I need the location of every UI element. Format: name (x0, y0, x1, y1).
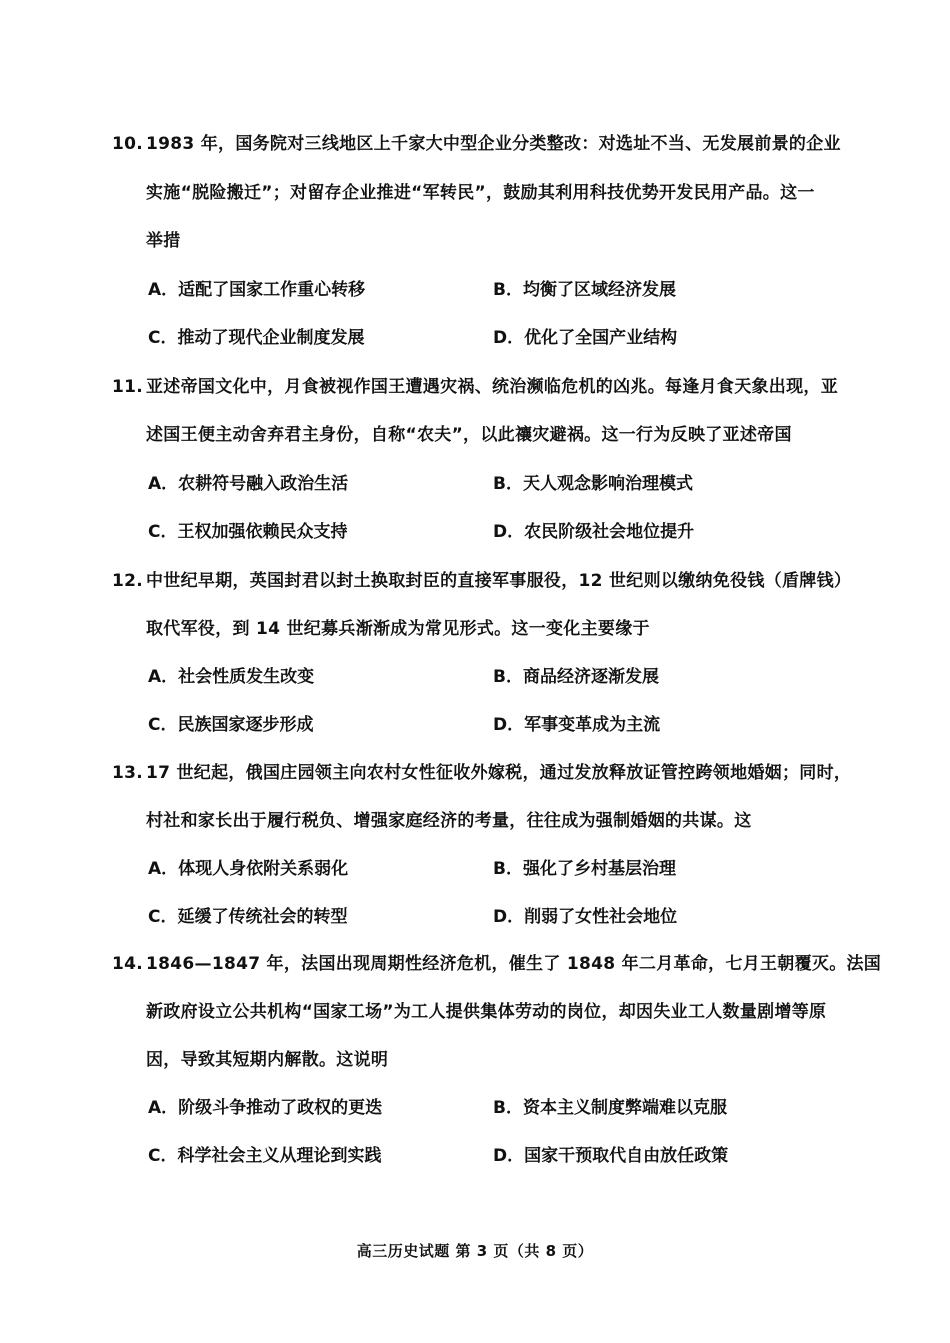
question-stem-line: 中世纪早期，英国封君以封土换取封臣的直接军事服役，12 世纪则以缴纳免役钱（盾牌钱） (146, 571, 852, 591)
option-d[interactable]: D．优化了全国产业结构 (493, 328, 678, 348)
question-stem-line: 亚述帝国文化中，月食被视作国王遭遇灾祸、统治濒临危机的凶兆。每逢月食天象出现，亚 (146, 377, 838, 397)
option-d[interactable]: D．军事变革成为主流 (493, 715, 661, 735)
question-stem-line: 新政府设立公共机构“国家工场”为工人提供集体劳动的岗位，却因失业工人数量剧增等原 (146, 1002, 827, 1022)
question-stem-line: 取代军役，到 14 世纪募兵渐渐成为常见形式。这一变化主要缘于 (146, 619, 650, 639)
option-b[interactable]: B．天人观念影响治理模式 (493, 474, 693, 494)
option-a[interactable]: A．体现人身依附关系弱化 (148, 859, 349, 879)
question-stem-line: 17 世纪起，俄国庄园领主向农村女性征收外嫁税，通过发放释放证管控跨领地婚姻；同时， (146, 763, 852, 783)
option-a[interactable]: A．适配了国家工作重心转移 (148, 280, 366, 300)
question-stem-line: 述国王便主动舍弃君主身份，自称“农夫”，以此禳灾避祸。这一行为反映了亚述帝国 (146, 425, 792, 445)
option-d[interactable]: D．削弱了女性社会地位 (493, 907, 678, 927)
option-c[interactable]: C．民族国家逐步形成 (148, 715, 314, 735)
option-d[interactable]: D．农民阶级社会地位提升 (493, 522, 695, 542)
question-stem-line: 因，导致其短期内解散。这说明 (146, 1050, 389, 1070)
question-stem-line: 1983 年，国务院对三线地区上千家大中型企业分类整改：对选址不当、无发展前景的企业 (146, 134, 841, 154)
option-c[interactable]: C．王权加强依赖民众支持 (148, 522, 348, 542)
option-a[interactable]: A．社会性质发生改变 (148, 667, 315, 687)
option-c[interactable]: C．延缓了传统社会的转型 (148, 907, 348, 927)
question-stem-line: 1846—1847 年，法国出现周期性经济危机，催生了 1848 年二月革命，七月王朝覆灭。法国 (146, 954, 882, 974)
option-c[interactable]: C．推动了现代企业制度发展 (148, 328, 365, 348)
option-b[interactable]: B．强化了乡村基层治理 (493, 859, 676, 879)
option-b[interactable]: B．资本主义制度弊端难以克服 (493, 1098, 727, 1118)
question-stem-line: 实施“脱险搬迁”；对留存企业推进“军转民”，鼓励其利用科技优势开发民用产品。这一 (146, 183, 815, 203)
question-number: 13. (112, 763, 144, 783)
question-number: 12. (112, 571, 144, 591)
option-a[interactable]: A．阶级斗争推动了政权的更迭 (148, 1098, 383, 1118)
question-stem-line: 举措 (146, 231, 181, 251)
page-footer: 高三历史试题 第 3 页（共 8 页） (356, 1242, 594, 1260)
option-b[interactable]: B．均衡了区域经济发展 (493, 280, 676, 300)
question-number: 10. (112, 134, 144, 154)
option-b[interactable]: B．商品经济逐渐发展 (493, 667, 659, 687)
question-stem-line: 村社和家长出于履行税负、增强家庭经济的考量，往往成为强制婚姻的共谋。这 (146, 811, 752, 831)
question-number: 14. (112, 954, 144, 974)
option-c[interactable]: C．科学社会主义从理论到实践 (148, 1146, 382, 1166)
question-number: 11. (112, 377, 144, 397)
option-d[interactable]: D．国家干预取代自由放任政策 (493, 1146, 729, 1166)
option-a[interactable]: A．农耕符号融入政治生活 (148, 474, 349, 494)
